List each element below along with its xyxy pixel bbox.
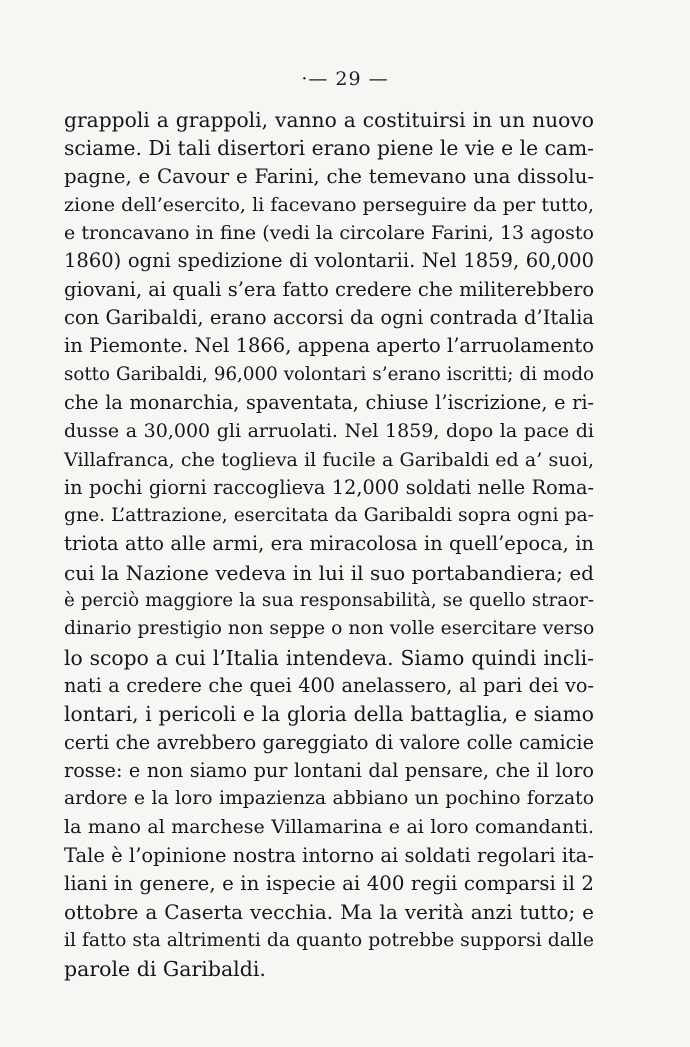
text-line: lontari, i pericoli e la gloria della battaglia, e siamo	[64, 702, 594, 727]
text-line: sotto Garibaldi, 96,000 volontari s’erano iscritti; di modo	[64, 363, 594, 385]
text-line: ottobre a Caserta vecchia. Ma la verità anzi tutto; e	[64, 900, 594, 925]
text-line: dusse a 30,000 gli arruolati. Nel 1859, dopo la pace di	[64, 420, 594, 443]
text-line: la mano al marchese Villamarina e ai loro comandanti.	[64, 816, 594, 839]
text-line: in pochi giorni raccoglieva 12,000 soldati nelle Roma-	[64, 475, 594, 499]
text-line: in Piemonte. Nel 1866, appena aperto l’arruolamento	[64, 334, 594, 358]
text-line: grappoli a grappoli, vanno a costituirsi in un nuovo	[64, 108, 594, 132]
text-line: con Garibaldi, erano accorsi da ogni contrada d’Italia	[64, 306, 594, 330]
text-line: è perciò maggiore la sua responsabilità, se quello straor-	[64, 590, 594, 612]
text-line: 1860) ogni spedizione di volontarii. Nel 1859, 60,000	[64, 249, 594, 273]
text-line: certi che avrebbero gareggiato di valore colle camicie	[64, 730, 594, 754]
text-line: liani in genere, e in ispecie ai 400 regii comparsi il 2	[64, 872, 594, 896]
text-line: il fatto sta altrimenti da quanto potrebbe supporsi dalle	[64, 929, 594, 951]
text-line: zione dell’esercito, li facevano perseguire da per tutto,	[64, 193, 594, 216]
text-line: nati a credere che quei 400 anelassero, al pari dei vo-	[64, 673, 594, 697]
text-line: pagne, e Cavour e Farini, che temevano una dissolu-	[64, 164, 594, 188]
text-line: Tale è l’opinione nostra intorno ai soldati regolari ita-	[64, 843, 594, 867]
text-line: gne. L’attrazione, esercitata da Garibaldi sopra ogni pa-	[64, 505, 594, 527]
text-line: lo scopo a cui l’Italia intendeva. Siamo quindi incli-	[64, 645, 594, 670]
text-line: rosse: e non siamo pur lontani dal pensare, che il loro	[64, 758, 594, 782]
text-line: ardore e la loro impazienza abbiano un pochino forzato	[64, 788, 594, 810]
text-line: e troncavano in fine (vedi la circolare Farini, 13 agosto	[64, 222, 594, 245]
text-line: che la monarchia, spaventata, chiuse l’iscrizione, e ri-	[64, 390, 594, 414]
text-line: sciame. Di tali disertori erano piene le vie e le cam-	[64, 136, 594, 161]
body-text	[64, 106, 594, 983]
text-line: triota atto alle armi, era miracolosa in quell’epoca, in	[64, 532, 594, 556]
text-line: giovani, ai quali s’era fatto credere che militerebbero	[64, 277, 595, 301]
text-line: cui la Nazione vedeva in lui il suo portabandiera; ed	[64, 560, 594, 585]
text-line: Villafranca, che toglieva il fucile a Garibaldi ed a’ suoi,	[64, 448, 594, 471]
text-line-last: parole di Garibaldi.	[64, 956, 266, 981]
page-number-header: ·— 29 —	[301, 68, 389, 90]
text-line: dinario prestigio non seppe o non volle esercitare verso	[64, 618, 595, 640]
